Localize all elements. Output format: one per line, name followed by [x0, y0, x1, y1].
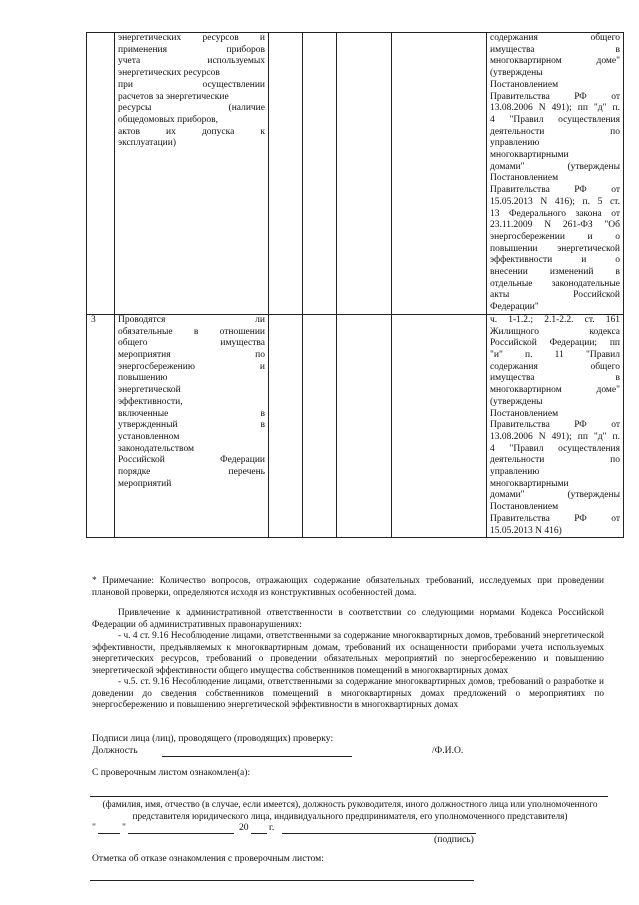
text-line: домами" (утверждены — [490, 490, 620, 501]
text-line: Федерации" — [490, 302, 539, 313]
text-line: эксплуатации) — [118, 138, 176, 149]
text-line: мероприятий — [118, 478, 172, 489]
text-line: Постановлением — [490, 79, 559, 90]
question-cell — [115, 314, 269, 537]
liability-item-part5: - ч.5. ст. 9.16 Несоблюдение лицами, ответственными за содержание многоквартирных домов, требований о разработке и доведении до сведения собственников помещений в многоквартирных домах предложений о мероприятиях по энергосбережению и повышению энергетической эффективности в многоквартирных домах — [92, 677, 604, 710]
legal-reference-text — [490, 315, 620, 537]
date-year-prefix: 20 — [239, 822, 249, 833]
text-line: многоквартирными — [490, 478, 569, 489]
text-line: Постановлением — [490, 408, 559, 419]
text-line: управлению — [490, 467, 540, 478]
text-line: Правительства РФ от — [490, 185, 620, 196]
footnote: * Примечание: Количество вопросов, отражающих содержание обязательных требований, исследуемых при проведении плановой проверки, определяются исходя из конструктивных особенностей дома. — [92, 576, 604, 598]
legal-reference-cell — [487, 33, 624, 315]
text-line: 4 "Правил осуществления — [490, 443, 620, 454]
row-number-cell — [87, 314, 115, 537]
date-close-quote: " — [122, 822, 126, 833]
text-line: ресурсы (наличие — [118, 103, 265, 114]
text-line: применения приборов — [118, 44, 265, 55]
text-line: Постановлением — [490, 502, 559, 513]
text-line: отдельные законодательные — [490, 278, 620, 289]
text-line: Правительства РФ от — [490, 513, 620, 524]
text-line: многоквартирными — [490, 150, 569, 161]
row-number: 3 — [91, 314, 96, 325]
acquainted-label: С проверочным листом ознакомлен(а): — [92, 767, 251, 778]
answer-yes-cell — [269, 314, 303, 537]
question-text — [118, 33, 265, 150]
representative-caption: (фамилия, имя, отчество (в случае, если имеется), должность руководителя, иного должностного лица или уполномоченного представителя юридического лица, индивидуального предпринимателя, его уполномоченного представителя) — [102, 800, 598, 822]
liability-item-part4: - ч. 4 ст. 9.16 Несоблюдение лицами, ответственными за содержание многоквартирных домов, требований энергетической эффективности, предъявляемых к многоквартирным домам, требований их оснащенности приборами учета используемых энергетических ресурсов, требований о проведении обязательных мероприятий по энергосбережению и повышению энергетической эффективности общего имущества собственников помещений в многоквартирных домах — [92, 631, 604, 676]
answer-not-applicable-cell — [337, 33, 392, 315]
text-line: энергетических ресурсов — [118, 68, 220, 79]
answer-no-cell — [303, 33, 337, 315]
signature-caption: (подпись) — [434, 834, 474, 845]
question-text — [118, 315, 265, 491]
text-line: общего имущества — [118, 338, 265, 349]
date-day-line[interactable] — [98, 833, 120, 834]
text-line: многоквартирном доме" — [490, 56, 620, 67]
text-line: "и" п. 11 "Правил — [490, 349, 620, 360]
text-line: обязательные в отношении — [118, 326, 265, 337]
text-line: законодательством — [118, 443, 195, 454]
refusal-note-line[interactable] — [90, 880, 474, 881]
refusal-label: Отметка об отказе ознакомления с проверочным листом: — [92, 853, 324, 864]
representative-name-line[interactable] — [90, 796, 608, 797]
row-number-cell — [87, 33, 115, 315]
text-line: включенные в — [118, 408, 265, 419]
text-line: (утверждены — [490, 68, 543, 79]
text-line: внесении изменений в — [490, 267, 620, 278]
liability-intro: Привлечение к административной ответственности в соответствии со следующими нормами Кодекса Российской Федерации об административных правонарушениях: — [92, 608, 604, 630]
text-line: актов их допуска к — [118, 126, 265, 137]
text-line: содержания общего — [490, 361, 620, 372]
answer-not-applicable-cell — [337, 314, 392, 537]
date-year-suffix: г. — [269, 822, 275, 833]
text-line: Российской Федерации — [118, 455, 265, 466]
text-line: мероприятия по — [118, 349, 265, 360]
date-month-line[interactable] — [128, 833, 234, 834]
text-line: повышении энергетической — [490, 243, 620, 254]
answer-no-cell — [303, 314, 337, 537]
text-line: эффективности и о — [490, 255, 620, 266]
question-cell — [115, 33, 269, 315]
text-line: Проводятся ли — [118, 314, 265, 325]
answer-yes-cell — [269, 33, 303, 315]
text-line: повышению — [118, 373, 168, 384]
text-line: учета используемых — [118, 56, 265, 67]
requirements-table-body — [87, 33, 624, 538]
position-signature-line[interactable] — [162, 756, 352, 757]
fio-label: /Ф.И.О. — [432, 745, 464, 756]
text-line: Постановлением — [490, 173, 559, 184]
text-line: при осуществлении — [118, 79, 265, 90]
text-line: Правительства РФ от — [490, 91, 620, 102]
text-line: 13 Федерального закона от — [490, 208, 620, 219]
text-line: домами" (утверждены — [490, 161, 620, 172]
text-line: акты Российской — [490, 290, 620, 301]
inspectors-signatures-label: Подписи лица (лиц), проводящего (проводящих) проверку: — [92, 733, 334, 744]
text-line: энергосбережению и — [118, 361, 265, 372]
text-line: утвержденный в — [118, 420, 265, 431]
legal-reference-text — [490, 33, 620, 314]
text-line: энергетической — [118, 385, 181, 396]
requirements-table — [86, 32, 624, 538]
text-line: имущества в — [490, 373, 620, 384]
text-line: 13.08.2006 N 491); пп "д" п. — [490, 431, 620, 442]
text-line: энергосбережении и о — [490, 231, 620, 242]
text-line: общедомовых приборов, — [118, 114, 219, 125]
position-label: Должность — [92, 745, 138, 756]
text-line: деятельности по — [490, 126, 620, 137]
date-open-quote: " — [92, 822, 96, 833]
text-line: Правительства РФ от — [490, 420, 620, 431]
text-line: 15.05.2013 N 416) — [490, 525, 562, 536]
text-line: ч. 1-1.2.; 2.1-2.2. ст. 161 — [490, 314, 620, 325]
text-line: 4 "Правил осуществления — [490, 114, 620, 125]
text-line: 23.11.2009 N 261-ФЗ "Об — [490, 220, 620, 231]
table-row — [87, 314, 624, 537]
text-line: управлению — [490, 138, 540, 149]
text-line: многоквартирном доме" — [490, 385, 620, 396]
comment-cell — [392, 33, 487, 315]
text-line: энергетических ресурсов и — [118, 33, 265, 43]
date-year-line[interactable] — [251, 833, 267, 834]
text-line: эффективности, — [118, 396, 183, 407]
text-line: деятельности по — [490, 455, 620, 466]
text-line: порядке перечень — [118, 467, 265, 478]
text-line: имущества в — [490, 44, 620, 55]
legal-reference-cell — [487, 314, 624, 537]
text-line: (утверждены — [490, 396, 543, 407]
comment-cell — [392, 314, 487, 537]
text-line: Российской Федерации; пп — [490, 338, 620, 349]
text-line: Жилищного кодекса — [490, 326, 620, 337]
text-line: 13.08.2006 N 491); пп "д" п. — [490, 103, 620, 114]
table-row — [87, 33, 624, 315]
text-line: содержания общего — [490, 33, 620, 43]
text-line: 15.05.2013 N 416); п. 5 ст. — [490, 196, 620, 207]
text-line: установленном — [118, 431, 180, 442]
text-line: расчетов за энергетические — [118, 91, 229, 102]
